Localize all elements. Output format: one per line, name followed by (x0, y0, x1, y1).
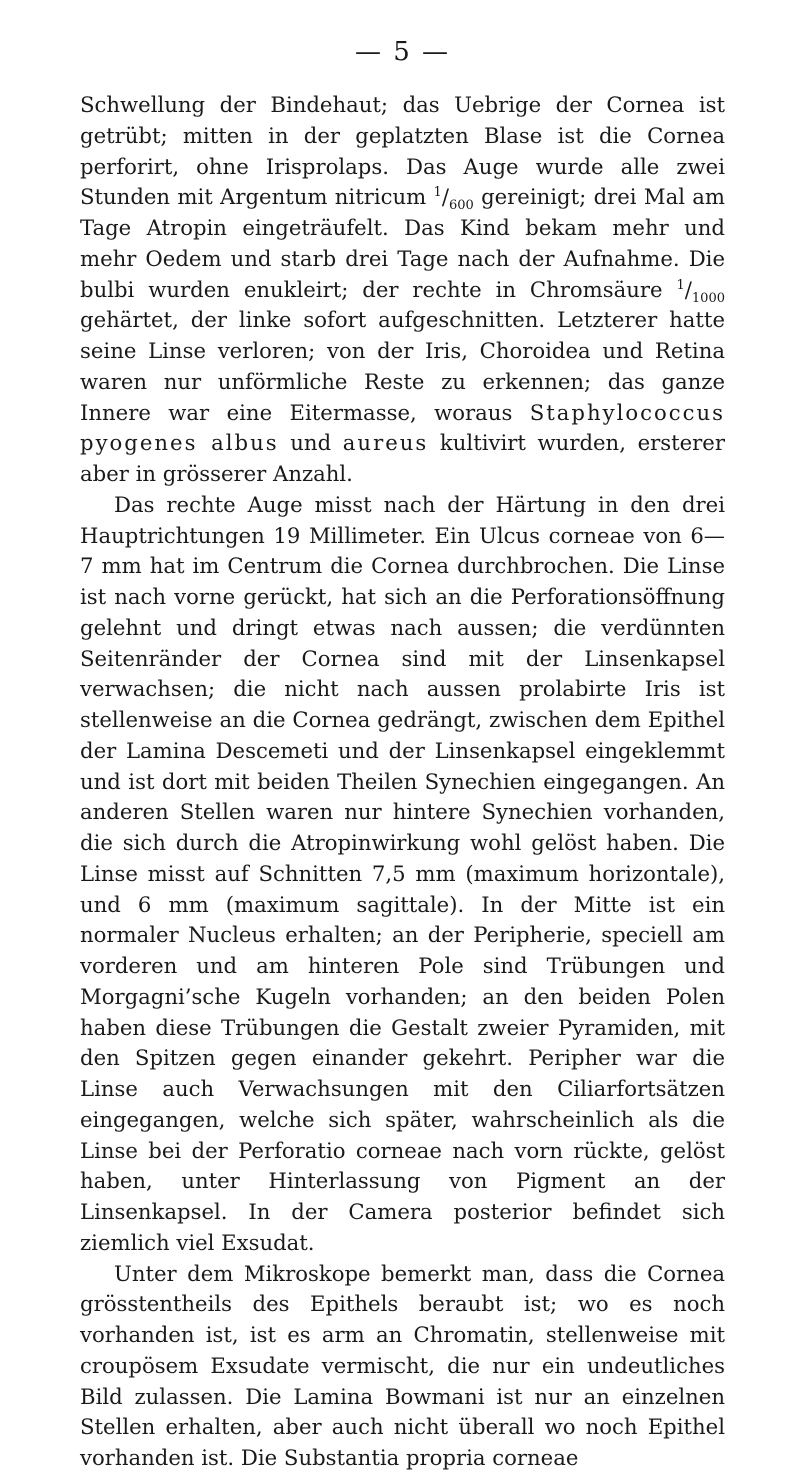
paragraph-1: Schwellung der Bindehaut; das Uebrige der Cornea ist getrübt; mitten in der geplatzten Blase ist die Cornea perforirt, ohne Irisprolaps. Das Auge wurde alle zwei Stunden mit Argentum nitricum $^1/_{600}$ gereinigt; drei Mal am Tage Atropin eingeträufelt. Das Kind bekam mehr und mehr Oedem und starb drei Tage nach der Aufnahme. Die bulbi wurden enukleirt; der rechte in Chromsäure $^1/_{1000}$ gehärtet, der linke sofort aufgeschnitten. Letzterer hatte seine Linse verloren; von der Iris, Choroidea und Retina waren nur unförmliche Reste zu erkennen; das ganze Innere war eine Eitermasse, woraus Staphylococcus pyogenes albus und aureus kultivirt wurden, ersterer aber in grösserer Anzahl. (80, 92, 725, 486)
fraction-numerator: 1 (433, 185, 442, 201)
fraction-numerator: 1 (676, 277, 685, 293)
paragraph-3: Unter dem Mikroskope bemerkt man, dass die Cornea grösstentheils des Epithels beraubt ist; wo es noch vorhanden ist, ist es arm an Chromatin, stellenweise mit croupösem Exsudate vermischt, die nur ein undeutliches Bild zulassen. Die Lamina Bowmani ist nur an einzelnen Stellen erhalten, aber auch nicht überall wo noch Epithel vorhanden ist. Die Substantia propria corneae (80, 1260, 725, 1470)
fraction-denominator: 1000 (691, 290, 725, 306)
book-page (80, 0, 725, 1474)
body-text (80, 90, 725, 1474)
species-variant: aureus (342, 430, 429, 456)
species-name: Staphylococcus pyogenes albus (80, 399, 725, 456)
paragraph-2: Das rechte Auge misst nach der Härtung in den drei Hauptrichtungen 19 Millimeter. Ein Ulcus corneae von 6—7 mm hat im Centrum die Cornea durchbrochen. Die Linse ist nach vorne gerückt, hat sich an die Perforationsöffnung gelehnt und dringt etwas nach aussen; die verdünnten Seitenränder der Cornea sind mit der Linsenkapsel verwachsen; die nicht nach aussen prolabirte Iris ist stellenweise an die Cornea gedrängt, zwischen dem Epithel der Lamina Descemeti und der Linsenkapsel eingeklemmt und ist dort mit beiden Theilen Synechien eingegangen. An anderen Stellen waren nur hintere Synechien vorhanden, die sich durch die Atropinwirkung wohl gelöst haben. Die Linse misst auf Schnitten 7,5 mm (maximum horizontale), und 6 mm (maximum sagittale). In der Mitte ist ein normaler Nucleus erhalten; an der Peripherie, speciell am vorderen und am hinteren Pole sind Trübungen und Morgagni’sche Kugeln vorhanden; an den beiden Polen haben diese Trübungen die Gestalt zweier Pyramiden, mit den Spitzen gegen einander gekehrt. Peripher war die Linse auch Verwachsungen mit den Ciliarfortsätzen eingegangen, welche sich später, wahrscheinlich als die Linse bei der Perforatio corneae nach vorn rückte, gelöst haben, unter Hinterlassung von Pigment an der Linsenkapsel. In der Camera posterior befindet sich ziemlich viel Exsudat. (80, 491, 725, 1255)
fraction-denominator: 600 (448, 198, 474, 214)
page-number: — 5 — (354, 37, 451, 67)
